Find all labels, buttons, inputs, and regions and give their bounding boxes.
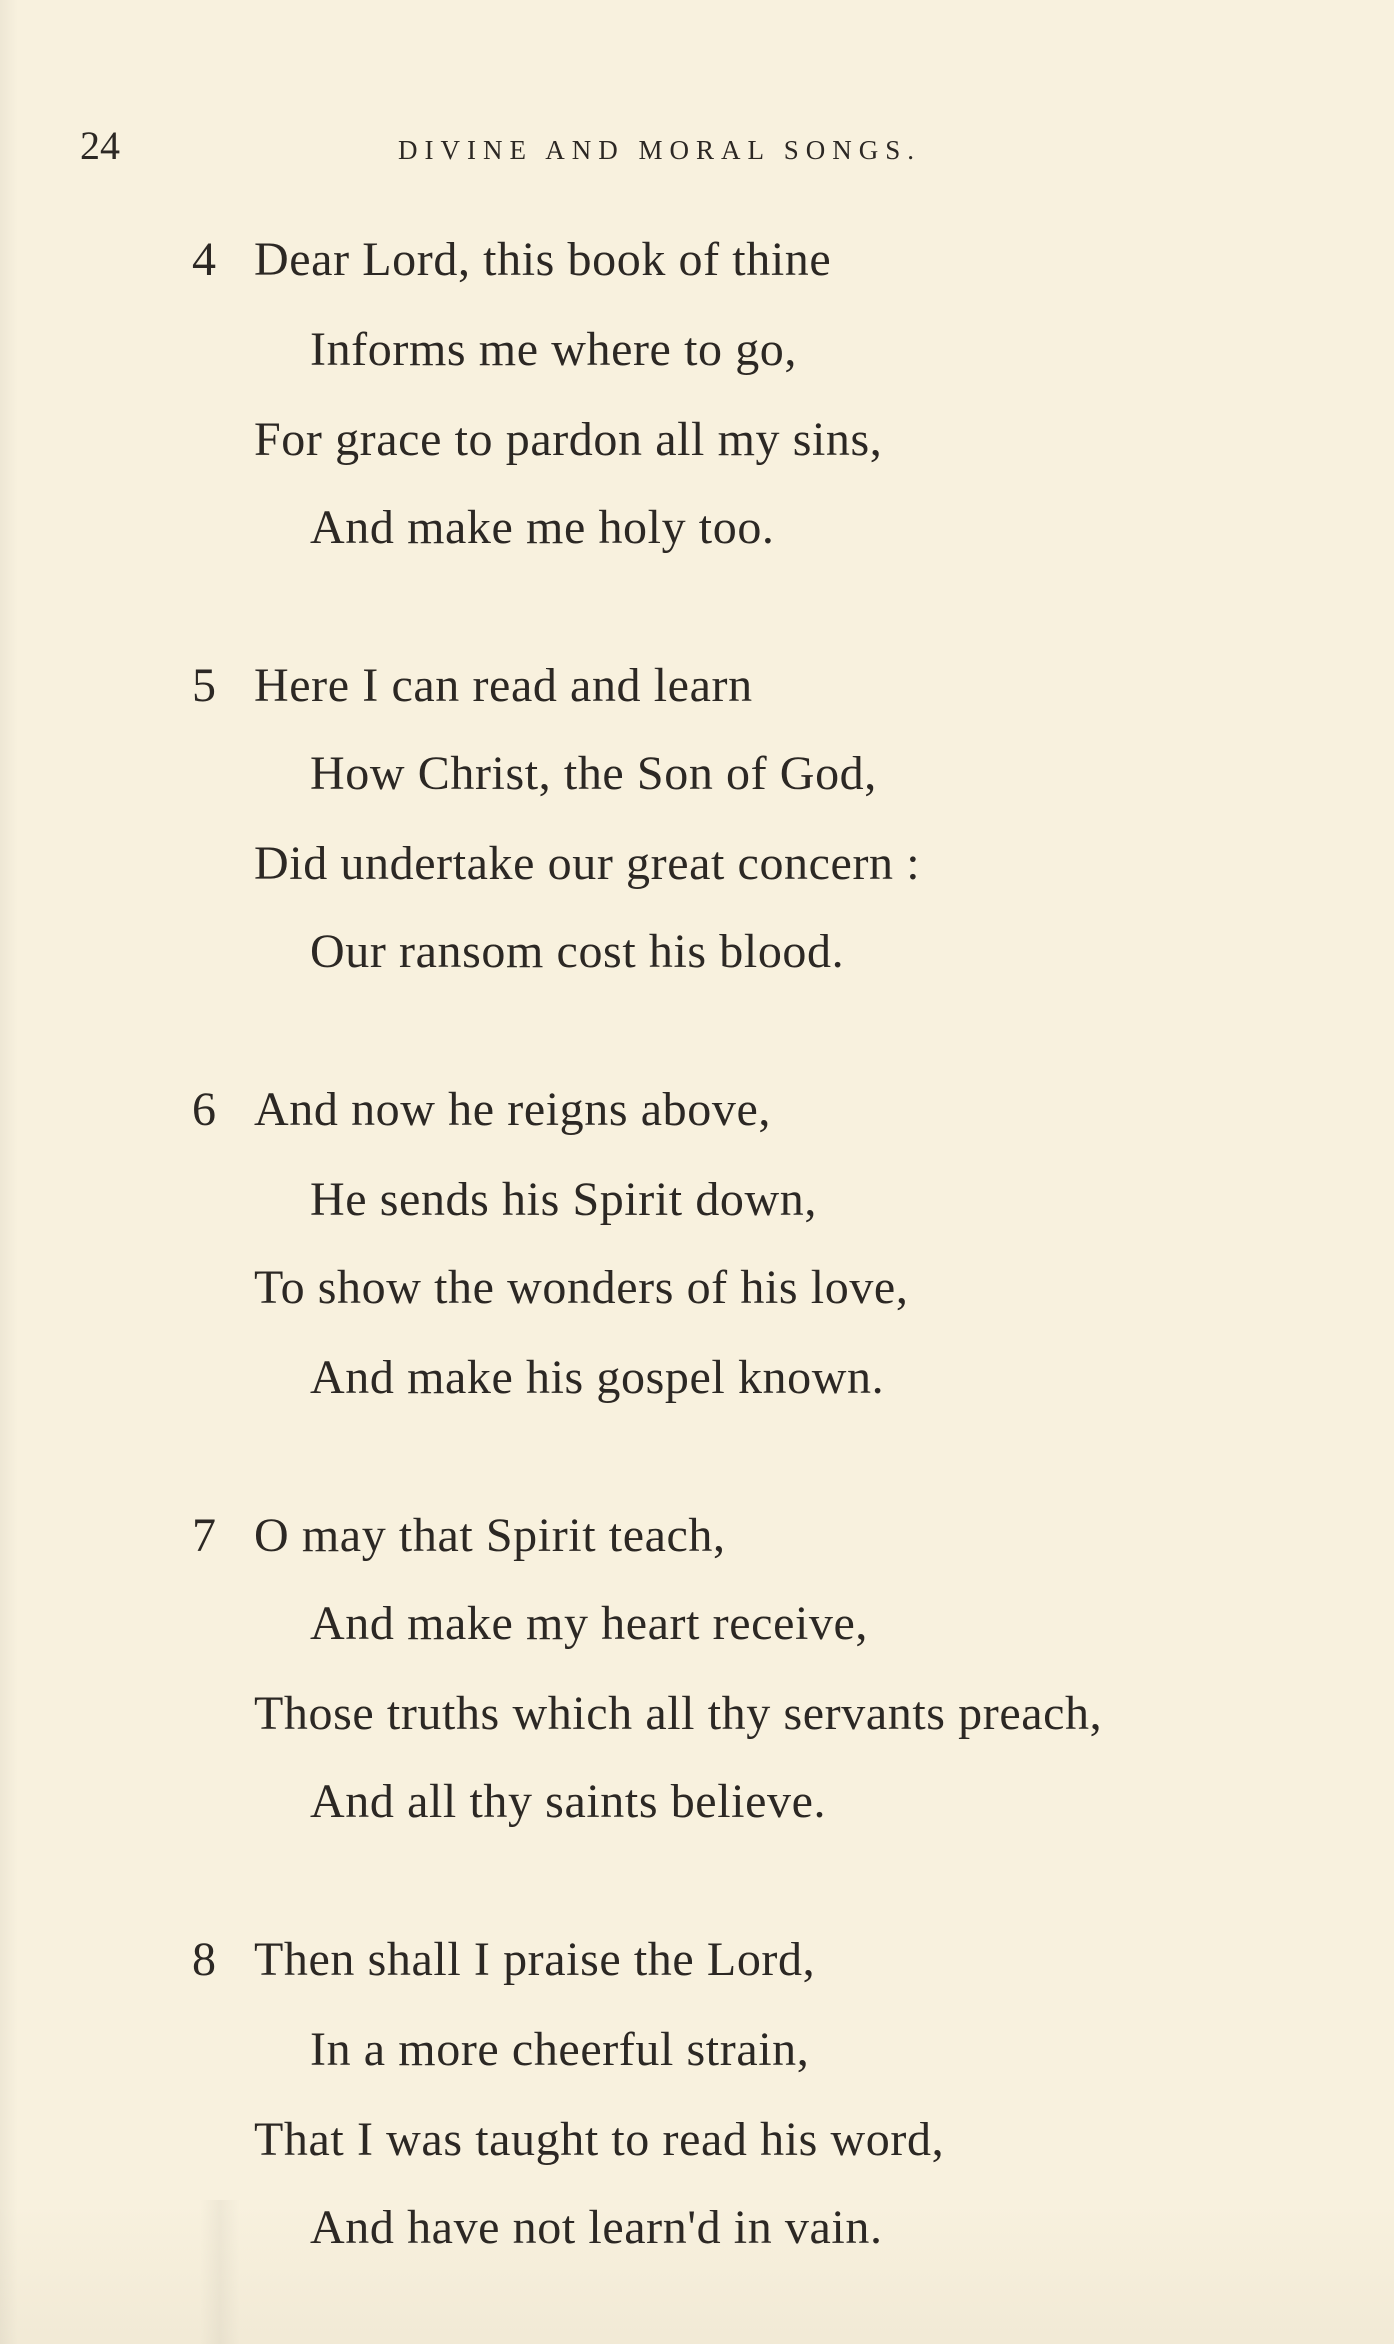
verse-line: Informs me where to go, [310,323,798,376]
stanza-number: 4 [192,233,216,286]
verse-line: Dear Lord, this book of thine [254,233,832,286]
stanza-number: 8 [192,1933,216,1986]
verse-line: In a more cheerful strain, [310,2023,810,2076]
verse-line: For grace to pardon all my sins, [254,413,883,466]
verse-line: Did undertake our great concern : [254,837,921,890]
verse-line: To show the wonders of his love, [254,1261,909,1314]
stanza-number: 5 [192,659,216,712]
verse-line: Here I can read and learn [254,659,753,712]
verse-line: Those truths which all thy servants preach, [254,1687,1103,1740]
verse-line: O may that Spirit teach, [254,1509,726,1562]
verse-line: Then shall I praise the Lord, [254,1933,816,1986]
verse-line: Our ransom cost his blood. [310,925,845,978]
stanza-number: 6 [192,1083,216,1136]
page-shadow [200,2200,240,2344]
verse-line: He sends his Spirit down, [310,1173,817,1226]
stanza-number: 7 [192,1509,216,1562]
verse-line: And make my heart receive, [310,1597,869,1650]
verse-line: That I was taught to read his word, [254,2113,945,2166]
verse-line: And have not learn'd in vain. [310,2201,883,2254]
verse-line: How Christ, the Son of God, [310,747,877,800]
verse-line: And make me holy too. [310,501,775,554]
verse-line: And now he reigns above, [254,1083,771,1136]
verse-line: And make his gospel known. [310,1351,885,1404]
verse-line: And all thy saints believe. [310,1775,827,1828]
running-title: DIVINE AND MORAL SONGS. [398,135,922,165]
page-number: 24 [80,123,120,168]
